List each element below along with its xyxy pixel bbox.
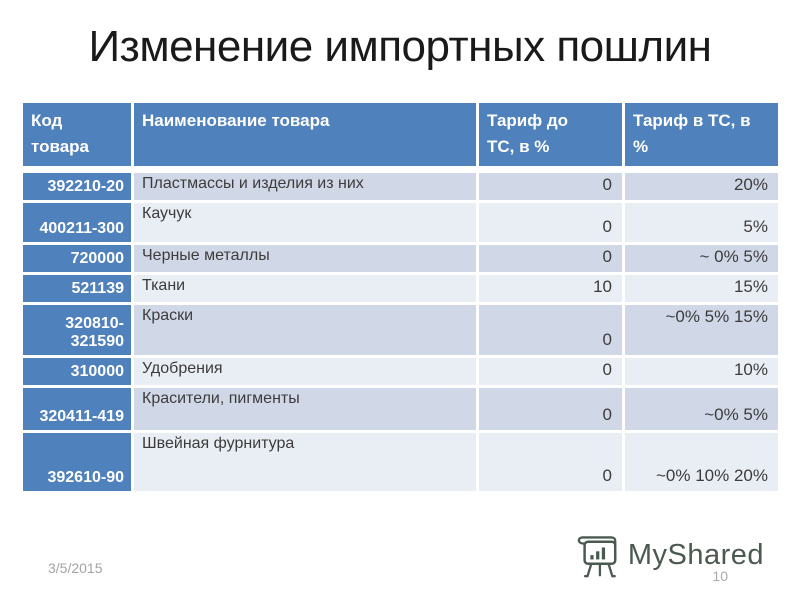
cell-tariff-before: 0 — [478, 169, 624, 201]
cell-tariff-before: 0 — [478, 303, 624, 356]
myshared-logo-text: MyShared — [627, 538, 764, 571]
table-row — [22, 201, 780, 243]
cell-tariff-after: 5% — [624, 201, 780, 243]
cell-name: Краски — [133, 303, 478, 356]
cell-code: 320411-419 — [22, 386, 133, 431]
cell-name: Пластмассы и изделия из них — [133, 169, 478, 201]
cell-name: Красители, пигменты — [133, 386, 478, 431]
cell-name: Черные металлы — [133, 243, 478, 273]
cell-tariff-after: ~0% 5% 15% — [624, 303, 780, 356]
myshared-watermark — [576, 535, 764, 581]
cell-name: Каучук — [133, 201, 478, 243]
column-header-name: Наименование товара — [133, 102, 478, 170]
page-title: Изменение импортных пошлин — [88, 22, 712, 71]
cell-code: 521139 — [22, 273, 133, 303]
column-header-code: Код товара — [22, 102, 133, 170]
cell-tariff-before: 0 — [478, 201, 624, 243]
cell-name: Швейная фурнитура — [133, 431, 478, 492]
table-row — [22, 356, 780, 386]
cell-name: Удобрения — [133, 356, 478, 386]
cell-tariff-after: 10% — [624, 356, 780, 386]
cell-name: Ткани — [133, 273, 478, 303]
footer-date: 3/5/2015 — [48, 560, 103, 576]
cell-tariff-after: 15% — [624, 273, 780, 303]
cell-code: 392210-20 — [22, 169, 133, 201]
table-row — [22, 243, 780, 273]
page-number: 10 — [712, 568, 728, 584]
cell-tariff-before: 0 — [478, 356, 624, 386]
cell-code: 720000 — [22, 243, 133, 273]
cell-tariff-after: ~0% 5% — [624, 386, 780, 431]
table-row — [22, 386, 780, 431]
cell-tariff-after: ~ 0% 5% — [624, 243, 780, 273]
flipchart-icon — [576, 535, 620, 581]
column-header-tariff-after: Тариф в ТС, в % — [624, 102, 780, 170]
table-header-row — [22, 102, 780, 170]
table-row — [22, 169, 780, 201]
table-row — [22, 431, 780, 492]
cell-code: 392610-90 — [22, 431, 133, 492]
cell-tariff-before: 0 — [478, 431, 624, 492]
cell-tariff-before: 0 — [478, 243, 624, 273]
cell-code: 320810-321590 — [22, 303, 133, 356]
table-row — [22, 303, 780, 356]
cell-tariff-after: ~0% 10% 20% — [624, 431, 780, 492]
cell-tariff-after: 20% — [624, 169, 780, 201]
cell-code: 310000 — [22, 356, 133, 386]
column-header-tariff-before: Тариф до ТС, в % — [478, 102, 624, 170]
cell-tariff-before: 10 — [478, 273, 624, 303]
cell-tariff-before: 0 — [478, 386, 624, 431]
tariff-table — [20, 100, 781, 494]
table-row — [22, 273, 780, 303]
cell-code: 400211-300 — [22, 201, 133, 243]
